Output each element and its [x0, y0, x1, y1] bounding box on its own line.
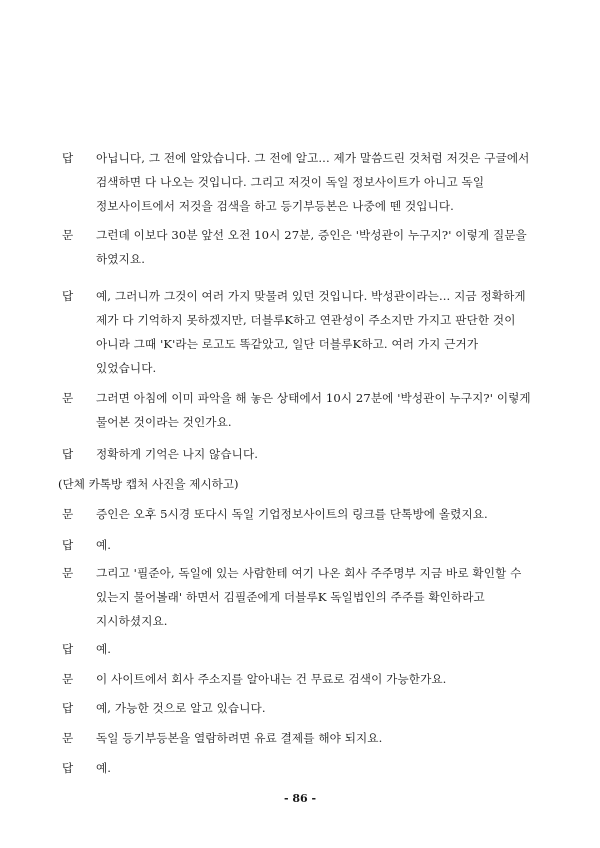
transcript-entry-answer [62, 533, 540, 557]
speaker-label: 답 [62, 761, 74, 775]
speaker-label: 답 [62, 289, 74, 303]
transcript-entry-question [62, 726, 540, 750]
entry-text: 예. [96, 538, 112, 552]
transcript-entry-answer [62, 284, 540, 380]
entry-text: 이 사이트에서 회사 주소지를 알아내는 건 무료로 검색이 가능한가요. [96, 672, 447, 686]
speaker-label: 답 [62, 151, 74, 165]
entry-text: 그러면 아침에 이미 파악을 해 놓은 상태에서 10시 27분에 '박성관이 누구지?' 이렇게 물어본 것이라는 것인가요. [96, 391, 531, 429]
entry-text: 정확하게 기억은 나지 않습니다. [96, 447, 259, 461]
page-number: - 86 - [283, 792, 317, 805]
speaker-label: 문 [62, 672, 74, 686]
entry-text: 아닙니다, 그 전에 알았습니다. 그 전에 알고... 제가 말씀드린 것처럼 저것은 구글에서 검색하면 다 나오는 것입니다. 그리고 저것이 독일 정보사이트가 아니고 독일 정보사이트에서 저것을 검색을 하고 등기부등본은 나중에 뗀 것입니다. [96, 151, 530, 213]
speaker-label: 답 [62, 447, 74, 461]
speaker-label: 답 [62, 701, 74, 715]
transcript-entry-question [62, 386, 540, 434]
exhibit-note: (단체 카톡방 캡처 사진을 제시하고) [58, 477, 239, 491]
speaker-label: 답 [62, 538, 74, 552]
speaker-label: 답 [62, 642, 74, 656]
transcript-entry-answer [62, 637, 540, 661]
speaker-label: 문 [62, 507, 74, 521]
entry-text: 증인은 오후 5시경 또다시 독일 기업정보사이트의 링크를 단톡방에 올렸지요. [96, 507, 488, 521]
entry-text: 예, 그러니까 그것이 여러 가지 맞물려 있던 것입니다. 박성관이라는... 지금 정확하게 제가 다 기억하지 못하겠지만, 더블루K하고 연관성이 주소지만 가지고 판단한 것이 아니라 그때 'K'라는 로고도 똑같았고, 일단 더블루K하고. 여러 가지 근거가 있었습니다. [96, 289, 526, 375]
entry-text: 예, 가능한 것으로 알고 있습니다. [96, 701, 266, 715]
transcript-entry-question [62, 667, 540, 691]
entry-text: 독일 등기부등본을 열람하려면 유료 결제를 해야 되지요. [96, 731, 383, 745]
transcript-entry-answer [62, 696, 540, 720]
transcript-entry-question [62, 223, 540, 271]
speaker-label: 문 [62, 731, 74, 745]
transcript-entry-answer [62, 442, 540, 466]
speaker-label: 문 [62, 228, 74, 242]
speaker-label: 문 [62, 566, 74, 580]
entry-text: 그런데 이보다 30분 앞선 오전 10시 27분, 증인은 '박성관이 누구지?' 이렇게 질문을 하였지요. [96, 228, 527, 266]
transcript-entry-question [62, 502, 540, 526]
speaker-label: 문 [62, 391, 74, 405]
entry-text: 예. [96, 642, 112, 656]
entry-text: 그리고 '필준아, 독일에 있는 사람한테 여기 나온 회사 주주명부 지금 바로 확인할 수 있는지 물어볼래' 하면서 김필준에게 더블루K 독일법인의 주주를 확인하라고 지시하셨지요. [96, 566, 522, 628]
transcript-entry-answer [62, 146, 540, 218]
entry-text: 예. [96, 761, 112, 775]
transcript-entry-answer [62, 756, 540, 780]
transcript-entry-question [62, 561, 540, 633]
